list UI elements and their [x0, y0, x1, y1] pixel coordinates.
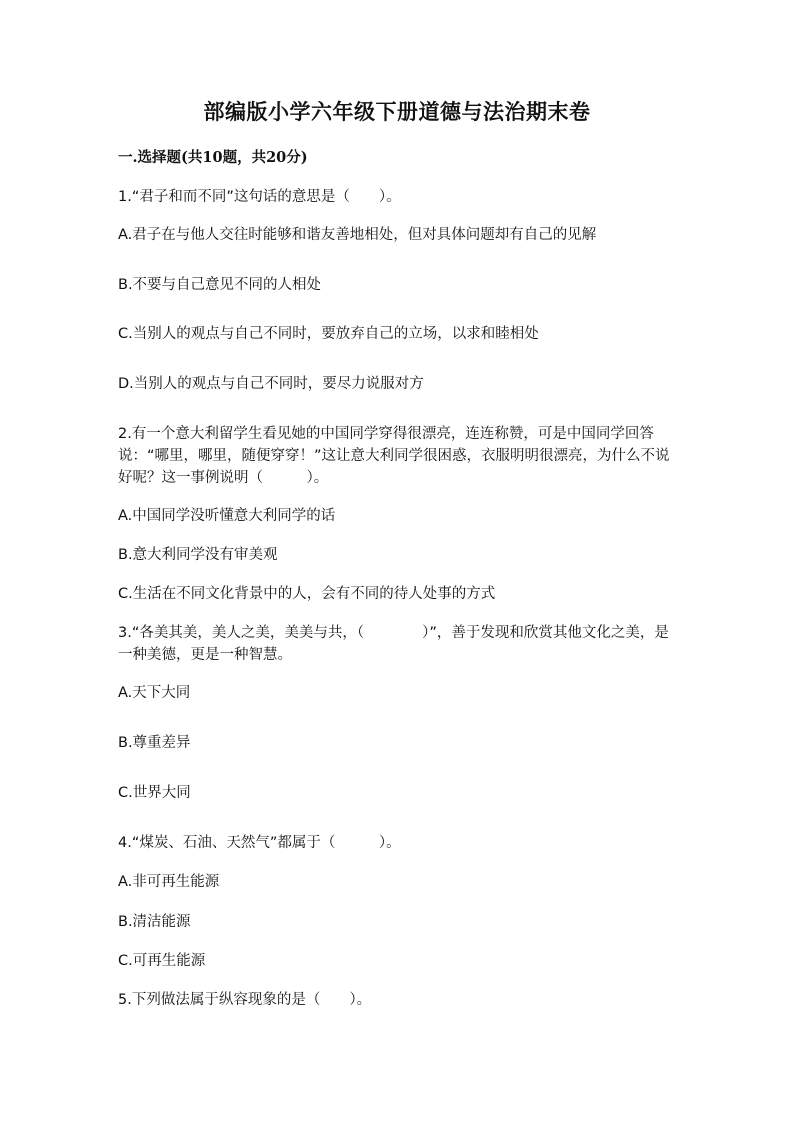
question-3-option-a: A.天下大同: [118, 685, 191, 701]
question-2-stem: 2.有一个意大利留学生看见她的中国同学穿得很漂亮，连连称赞，可是中国同学回答说：“哪里，哪里，随便穿穿！”这让意大利同学很困惑，衣服明明很漂亮，为什么不说好呢？这一事例说明（ ）。: [118, 426, 670, 486]
question-2-option-a: A.中国同学没听懂意大利同学的话: [118, 508, 336, 524]
question-1-option-a: A.君子在与他人交往时能够和谐友善地相处，但对具体问题却有自己的见解: [118, 227, 597, 243]
question-1-option-d: D.当别人的观点与自己不同时，要尽力说服对方: [118, 376, 424, 392]
question-4-stem: 4.“煤炭、石油、天然气”都属于（ ）。: [118, 835, 401, 851]
section-heading: 一.选择题(共10题，共20分): [118, 149, 308, 166]
question-1-option-b: B.不要与自己意见不同的人相处: [118, 277, 322, 293]
page-title: 部编版小学六年级下册道德与法治期末卷: [203, 99, 591, 124]
question-2-option-c: C.生活在不同文化背景中的人，会有不同的待人处事的方式: [118, 586, 496, 602]
question-1-option-c: C.当别人的观点与自己不同时，要放弃自己的立场，以求和睦相处: [118, 326, 539, 342]
question-3-option-b: B.尊重差异: [118, 735, 191, 751]
question-5-stem: 5.下列做法属于纵容现象的是（ ）。: [118, 992, 372, 1008]
question-3-option-c: C.世界大同: [118, 785, 191, 801]
question-4-option-a: A.非可再生能源: [118, 874, 220, 890]
question-2-option-b: B.意大利同学没有审美观: [118, 547, 278, 563]
question-3-stem: 3.“各美其美，美人之美，美美与共，（ ）”，善于发现和欣赏其他文化之美，是一种美德，更是一种智慧。: [118, 625, 669, 663]
question-1-stem: 1.“君子和而不同”这句话的意思是（ ）。: [118, 189, 401, 205]
question-4-option-b: B.清洁能源: [118, 914, 191, 930]
question-4-option-c: C.可再生能源: [118, 953, 206, 969]
